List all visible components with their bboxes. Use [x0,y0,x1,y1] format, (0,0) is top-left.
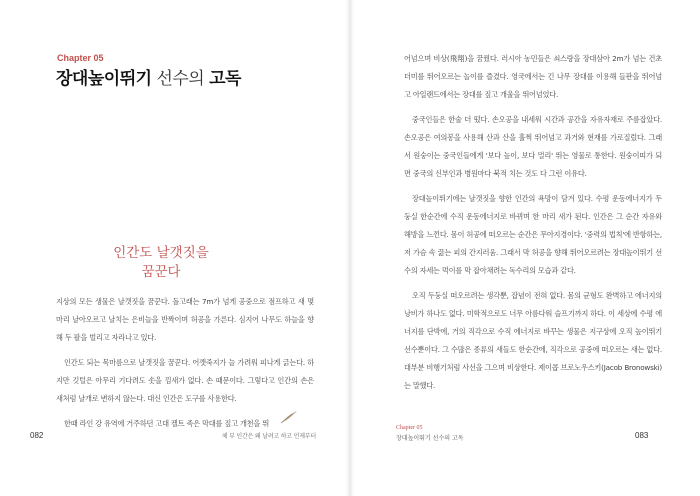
running-title-right: 장대높이뛰기 선수의 고독 [396,435,464,442]
section-heading-line-2: 꿈꾼다 [141,264,181,280]
paragraph: 오직 두둥실 떠오르려는 생각뿐, 잡념이 전혀 없다. 몸의 균형도 완벽하고 에너지의 낭비가 하나도 없다. 미학적으로도 너무 아름다워 슬프기까지 하다. 이 세상에 수평 에너지를 단박에, 거의 직각으로 수직 에너지로 바꾸는 생물은 지구상에 오직 높이뛰기 선수뿐이다. 그 수많은 종류의 새들도 한순간에, 직각으로 공중에 떠오르는 새는 없다. 대부분 비행기처럼 사선을 그으며 비상한다. 제이콥 브로노우스키(Jacob Bronowski)는 말했다. [404,291,662,390]
book-gutter [346,0,354,496]
chapter-label: Chapter 05 [57,53,104,63]
chapter-title-part-1: 장대높이뛰기 [56,69,152,89]
left-body-text [56,293,314,440]
running-header-right [396,425,464,442]
section-heading-line-1: 인간도 날갯짓을 [113,245,209,261]
right-body-text [404,50,662,402]
chapter-title [56,64,241,89]
paragraph: 어넘으며 비상(飛翔)을 꿈꿨다. 러시아 농민들은 쇠스랑을 장대삼아 2m가 넘는 건초 더미를 뛰어오르는 놀이를 즐겼다. 영국에서는 긴 나무 장대를 이용해 들판을 뛰어넘고 아일랜드에서는 장대를 짚고 개울을 뛰어넘었다. [404,54,662,99]
chapter-title-part-2: 선수의 [151,69,210,89]
left-page [0,0,346,496]
feather-icon [280,410,298,424]
paragraph: 인간도 되는 목마름으로 날갯짓을 꿈꾼다. 어깻죽지가 늘 가려워 피나게 긁는다. 하지만 깃털은 아무리 기다려도 솟을 낌새가 없다. 손 때문이다. 그렇다고 인간의 손은 새처럼 날개로 변하지 않는다. 대신 인간은 도구를 사용한다. [56,358,314,403]
paragraph: 지상의 모든 생물은 날갯짓을 꿈꾼다. 돌고래는 7m가 넘게 공중으로 점프하고 새 몇 마리 날아오르고 날치는 은비늘을 반짝이며 허공을 가른다. 심지어 나무도 하늘을 향해 두 팔을 벌리고 자라나고 있다. [56,297,314,342]
paragraph: 중국인들은 한술 더 떴다. 손오공을 내세워 시간과 공간을 자유자재로 주름잡았다. 손오공은 여의봉을 사용해 산과 산을 훌쩍 뛰어넘고 과거와 현재를 가로질렀다. 그래서 원숭이는 중국인들에게 '보다 높이, 보다 멀리' 뛰는 영물로 통한다. 원숭이띠가 되면 중국의 신부인과 병원마다 북적 치는 것도 다 그런 이유다. [404,115,662,178]
paragraph: 장대높이뛰기에는 날갯짓을 향한 인간의 욕망이 담겨 있다. 수평 운동에너지가 두둥실 한순간에 수직 운동에너지로 바뀌며 한 마리 새가 된다. 인간은 그 순간 자유와 해방을 느낀다. 몸이 허공에 떠오르는 순간은 무아지경이다. '중력의 법칙'에 반항하는, 저 가슴 속 끓는 피의 간지러움. 그래서 막 허공을 향해 뛰어오르려는 장대높이뛰기 선수의 자세는 먹이를 막 잡아채려는 독수리의 모습과 같다. [404,194,662,275]
running-title-left: 체 부 인간은 왜 날려고 하고 언제부터 [221,433,316,440]
paragraph: 한때 라인 강 유역에 거주하던 고대 켈트 족은 막대를 짚고 개천을 뛰 [64,419,269,428]
page-number-left: 082 [30,431,44,440]
right-page [354,0,700,496]
section-heading [56,244,266,282]
page-number-right: 083 [635,431,649,440]
chapter-title-part-3: 고독 [209,69,241,89]
running-chapter-label: Chapter 05 [396,425,423,431]
